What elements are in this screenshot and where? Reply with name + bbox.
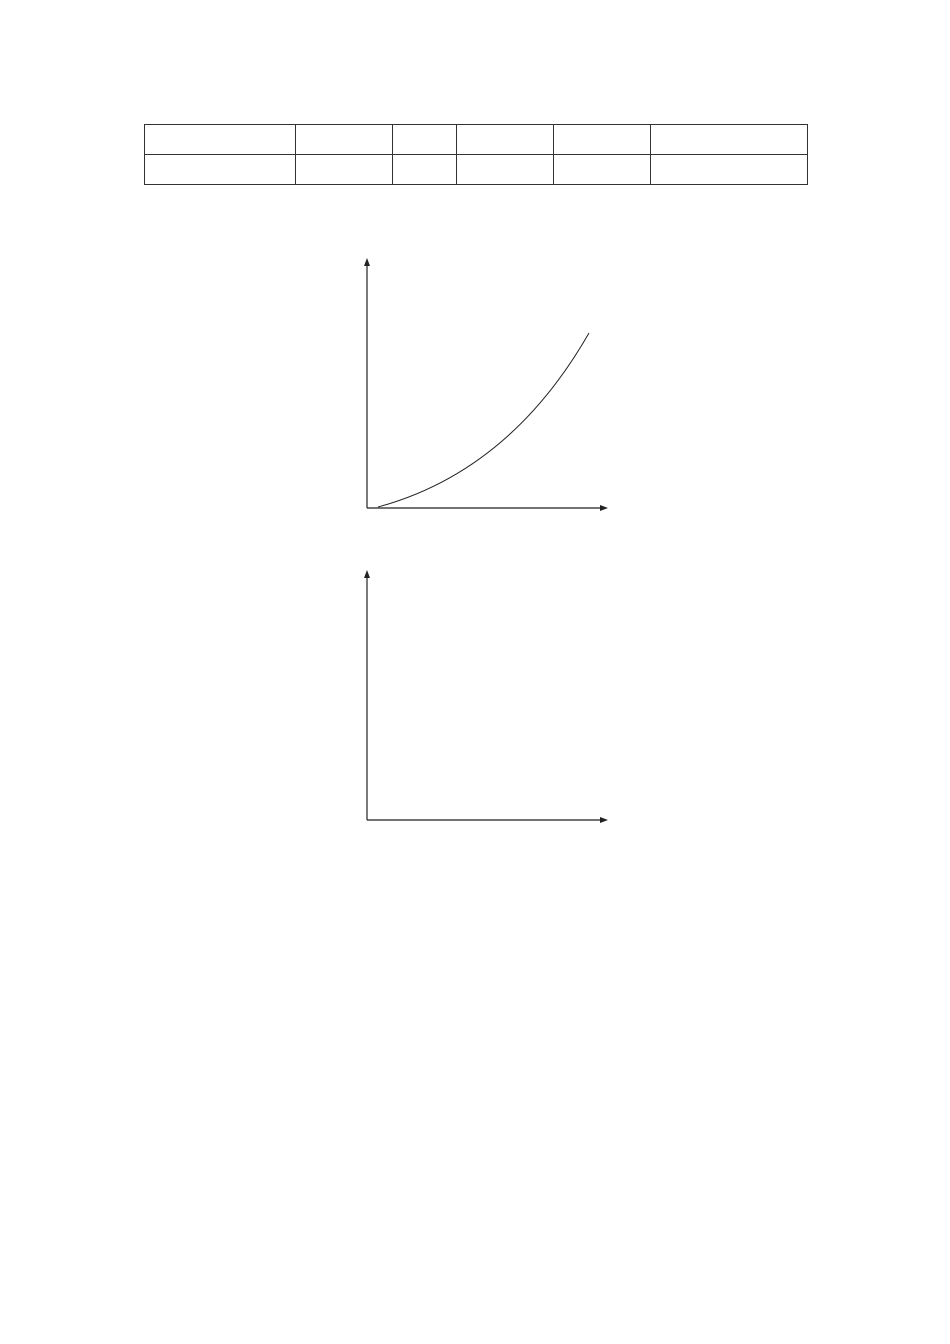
table-row-label xyxy=(145,155,296,185)
table-cell xyxy=(651,155,808,185)
table-cell xyxy=(554,155,651,185)
s-t-curve xyxy=(378,333,589,507)
table-cell xyxy=(457,155,554,185)
table-cell xyxy=(651,125,808,155)
table-cell xyxy=(554,125,651,155)
figure-c-chart xyxy=(330,568,630,843)
table-cell xyxy=(393,155,457,185)
table-row xyxy=(145,155,808,185)
figure-b-axes xyxy=(364,258,608,511)
data-table xyxy=(144,124,808,185)
table-cell xyxy=(296,155,393,185)
table-cell xyxy=(296,125,393,155)
table-row xyxy=(145,125,808,155)
table-cell xyxy=(457,125,554,155)
figure-c-axes xyxy=(364,570,608,823)
table-cell xyxy=(145,125,296,155)
figure-b-chart xyxy=(330,256,630,531)
table-cell xyxy=(393,125,457,155)
